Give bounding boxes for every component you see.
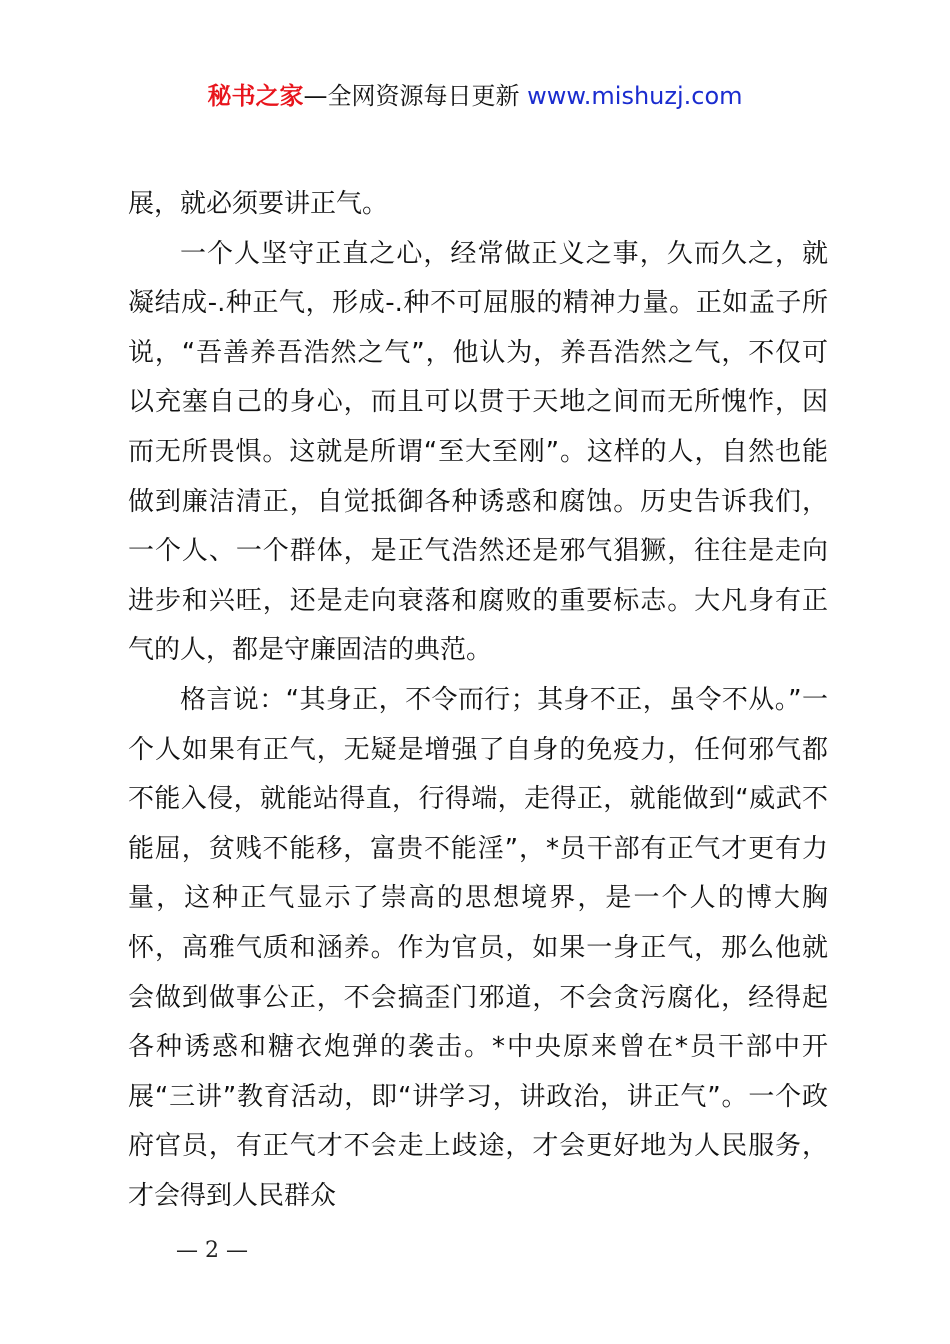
page-header [0,80,950,112]
page-number: — 2 — [176,1238,248,1263]
document-body [128,180,828,1221]
site-tagline: —全网资源每日更新 [303,82,528,110]
paragraph-continuation: 展，就必须要讲正气。 [128,189,389,219]
paragraph: 格言说：“其身正，不令而行；其身不正，虽令不从。”一个人如果有正气，无疑是增强了自身的免疫力，任何邪气都不能入侵，就能站得直，行得端，走得正，就能做到“威武不能屈，贫贱不能移，富贵不能淫”，*员干部有正气才更有力量，这种正气显示了崇高的思想境界，是一个人的博大胸怀，高雅气质和涵养。作为官员，如果一身正气，那么他就会做到做事公正，不会搞歪门邪道，不会贪污腐化，经得起各种诱惑和糖衣炮弹的袭击。*中央原来曾在*员干部中开展“三讲”教育活动，即“讲学习，讲政治，讲正气”。一个政府官员，有正气才不会走上歧途，才会更好地为人民服务，才会得到人民群众 [128,684,828,1211]
site-url-link[interactable]: www.mishuzj.com [527,82,743,110]
site-brand: 秘书之家 [207,82,304,110]
paragraph: 一个人坚守正直之心，经常做正义之事，久而久之，就凝结成-.种正气，形成-.种不可屈服的精神力量。正如孟子所说，“吾善养吾浩然之气”，他认为，养吾浩然之气，不仅可以充塞自己的身心，而且可以贯于天地之间而无所愧怍，因而无所畏惧。这就是所谓“至大至刚”。这样的人，自然也能做到廉洁清正，自觉抵御各种诱惑和腐蚀。历史告诉我们，一个人、一个群体，是正气浩然还是邪气猖獗，往往是走向进步和兴旺，还是走向衰落和腐败的重要标志。大凡身有正气的人，都是守廉固洁的典范。 [128,238,828,666]
